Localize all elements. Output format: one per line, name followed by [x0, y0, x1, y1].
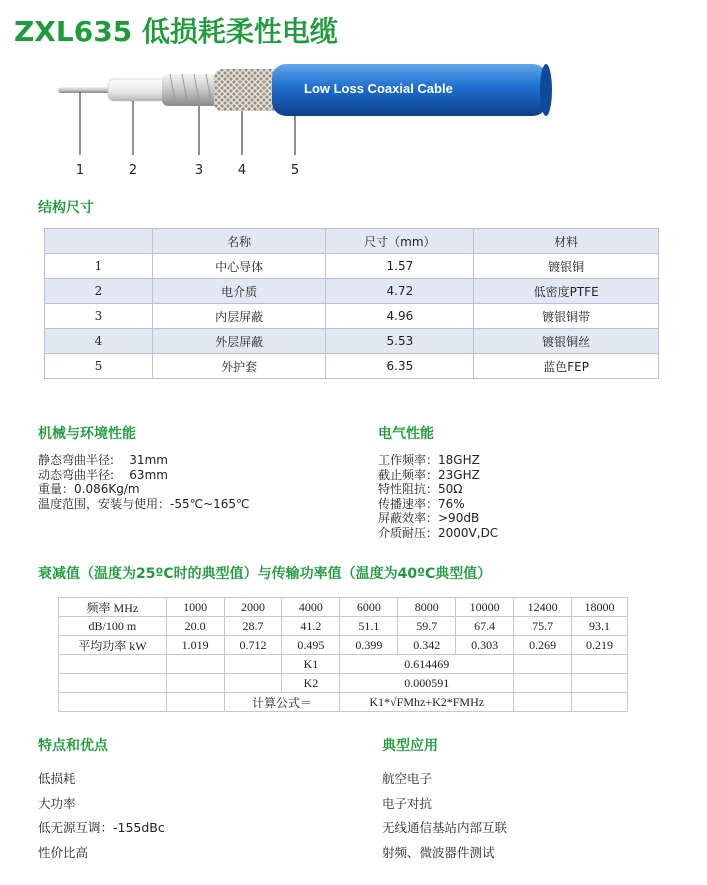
callout-2: 2: [128, 163, 138, 178]
header-size: 尺寸（mm）: [326, 229, 474, 254]
electrical-line: 介质耐压：2000V,DC: [378, 525, 499, 540]
table-row: [59, 674, 628, 693]
cell: 0.219: [572, 636, 628, 655]
callout-5: 5: [290, 163, 300, 178]
list-item: 低损耗: [38, 771, 76, 786]
cell: 0.303: [456, 636, 514, 655]
electrical-heading: 电气性能: [378, 426, 434, 442]
list-item: 低无源互调：-155dBc: [38, 820, 165, 835]
mechanical-list: [38, 453, 250, 511]
cell: [166, 693, 224, 712]
cell: 4000: [282, 598, 340, 617]
cell: [59, 674, 167, 693]
cell: 平均功率 kW: [59, 636, 167, 655]
cell: [572, 693, 628, 712]
cell: 41.2: [282, 617, 340, 636]
cell: 频率 MHz: [59, 598, 167, 617]
electrical-line: 特性阻抗：50Ω: [378, 482, 463, 496]
cell: [514, 655, 572, 674]
k2-value: 0.000591: [340, 674, 514, 693]
cell: 10000: [456, 598, 514, 617]
row-index: 4: [45, 329, 153, 354]
row-name: 外护套: [152, 354, 326, 379]
applications-heading: 典型应用: [382, 738, 438, 754]
callout-3: 3: [194, 163, 204, 178]
page-title: ZXL635 低损耗柔性电缆: [14, 15, 338, 48]
row-size: 5.53: [326, 329, 474, 354]
electrical-list: [378, 453, 498, 540]
callout-4: 4: [237, 163, 247, 178]
center-conductor: [58, 87, 113, 93]
features-heading: 特点和优点: [38, 738, 108, 754]
cell: 67.4: [456, 617, 514, 636]
row-index: 3: [45, 304, 153, 329]
mechanical-line: 动态弯曲半径: 63mm: [38, 467, 168, 482]
table-row: [45, 304, 659, 329]
callout-1: 1: [75, 163, 85, 178]
table-row: [59, 636, 628, 655]
structure-heading: 结构尺寸: [38, 200, 94, 216]
list-item: 大功率: [38, 795, 76, 811]
cell: 18000: [572, 598, 628, 617]
mechanical-line: 静态弯曲半径: 31mm: [38, 453, 168, 467]
applications-list: [382, 767, 507, 865]
cell: 1000: [166, 598, 224, 617]
attenuation-table: [58, 597, 628, 712]
mechanical-heading: 机械与环境性能: [38, 426, 136, 442]
row-size: 1.57: [326, 254, 474, 279]
cell: 93.1: [572, 617, 628, 636]
electrical-line: 截止频率：23GHZ: [378, 467, 480, 482]
table-row: [59, 617, 628, 636]
row-name: 外层屏蔽: [152, 329, 326, 354]
formula: K1*√FMhz+K2*FMHz: [340, 693, 514, 712]
cell: 0.342: [398, 636, 456, 655]
cell: 0.399: [340, 636, 398, 655]
row-material: 镀银铜丝: [474, 329, 659, 354]
row-index: 2: [45, 279, 153, 304]
cable-illustration: [0, 55, 707, 165]
table-row: [45, 254, 659, 279]
row-size: 4.72: [326, 279, 474, 304]
cell: 0.712: [224, 636, 282, 655]
cell: 2000: [224, 598, 282, 617]
k1-label: K1: [282, 655, 340, 674]
cell: dB/100 m: [59, 617, 167, 636]
cell: 1.019: [166, 636, 224, 655]
list-item: 无线通信基站内部互联: [382, 820, 508, 835]
cell: [514, 674, 572, 693]
features-list: [38, 767, 165, 865]
header-name: 名称: [152, 229, 326, 254]
k1-value: 0.614469: [340, 655, 514, 674]
table-row: [59, 598, 628, 617]
electrical-line: 工作频率：18GHZ: [378, 453, 480, 467]
cell: [59, 655, 167, 674]
table-row: [45, 354, 659, 379]
list-item: 电子对抗: [382, 795, 433, 811]
attenuation-heading: 衰减值（温度为25ºC时的典型值）与传输功率值（温度为40ºC典型值）: [38, 566, 492, 582]
k2-label: K2: [282, 674, 340, 693]
row-index: 5: [45, 354, 153, 379]
cell: [572, 674, 628, 693]
mechanical-line: 温度范围，安装与使用：-55℃~165℃: [38, 496, 250, 511]
electrical-line: 屏蔽效率：>90dB: [378, 511, 480, 525]
table-row: [45, 279, 659, 304]
electrical-line: 传播速率：76%: [378, 496, 465, 511]
cell: [224, 655, 282, 674]
mechanical-line: 重量：0.086Kg/m: [38, 482, 140, 496]
cable-label: Low Loss Coaxial Cable: [304, 81, 453, 96]
cell: 20.0: [166, 617, 224, 636]
row-size: 4.96: [326, 304, 474, 329]
cell: [166, 674, 224, 693]
list-item: 射频、微波器件测试: [382, 844, 495, 860]
table-header-row: [45, 229, 659, 254]
list-item: 性价比高: [38, 844, 89, 860]
cell: [166, 655, 224, 674]
cell: [572, 655, 628, 674]
cell: 6000: [340, 598, 398, 617]
cell: 75.7: [514, 617, 572, 636]
table-row: [45, 329, 659, 354]
cell: [514, 693, 572, 712]
cell: 59.7: [398, 617, 456, 636]
row-name: 内层屏蔽: [152, 304, 326, 329]
cell: 51.1: [340, 617, 398, 636]
row-name: 中心导体: [152, 254, 326, 279]
structure-table: [44, 228, 659, 379]
cell: 0.495: [282, 636, 340, 655]
row-name: 电介质: [152, 279, 326, 304]
table-row: [59, 655, 628, 674]
row-material: 蓝色FEP: [474, 354, 659, 379]
table-row: [59, 693, 628, 712]
cell: [224, 674, 282, 693]
list-item: 航空电子: [382, 771, 433, 786]
cell: 0.269: [514, 636, 572, 655]
row-size: 6.35: [326, 354, 474, 379]
row-material: 镀银铜带: [474, 304, 659, 329]
cell: 12400: [514, 598, 572, 617]
cell: 28.7: [224, 617, 282, 636]
row-material: 低密度PTFE: [474, 279, 659, 304]
row-index: 1: [45, 254, 153, 279]
formula-label: 计算公式＝: [224, 693, 340, 712]
header-index: [45, 229, 153, 254]
dielectric: [108, 79, 170, 101]
cell: [59, 693, 167, 712]
cell: 8000: [398, 598, 456, 617]
header-material: 材料: [474, 229, 659, 254]
row-material: 镀银铜: [474, 254, 659, 279]
